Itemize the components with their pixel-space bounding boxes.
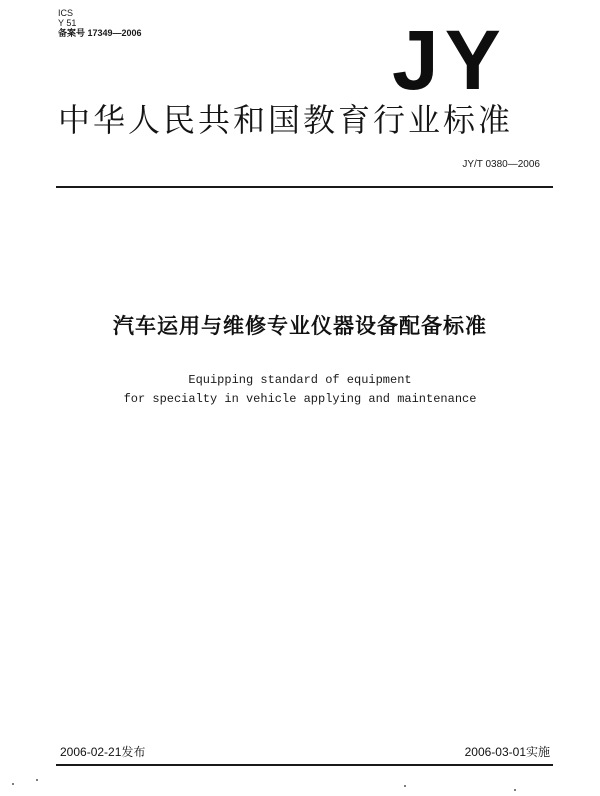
record-number: 备案号 17349—2006 bbox=[58, 28, 142, 38]
bottom-divider bbox=[56, 764, 553, 766]
scan-speck bbox=[404, 785, 406, 787]
scan-speck bbox=[514, 789, 516, 791]
jy-logo: JY bbox=[392, 13, 507, 107]
scan-speck bbox=[12, 783, 14, 785]
top-divider bbox=[56, 186, 553, 188]
scan-speck bbox=[36, 779, 38, 781]
classification-code: Y 51 bbox=[58, 18, 77, 28]
document-title-english-line1: Equipping standard of equipment bbox=[188, 373, 412, 387]
document-title-english-line2: for specialty in vehicle applying and maintenance bbox=[123, 392, 477, 406]
ics-code: ICS bbox=[58, 8, 74, 18]
implementation-date: 2006-03-01实施 bbox=[464, 745, 550, 759]
standard-code: JY/T 0380—2006 bbox=[462, 159, 540, 170]
standard-name: 中华人民共和国教育行业标准 bbox=[58, 101, 514, 139]
issue-date: 2006-02-21发布 bbox=[60, 745, 146, 759]
document-title-chinese: 汽车运用与维修专业仪器设备配备标准 bbox=[113, 314, 487, 338]
